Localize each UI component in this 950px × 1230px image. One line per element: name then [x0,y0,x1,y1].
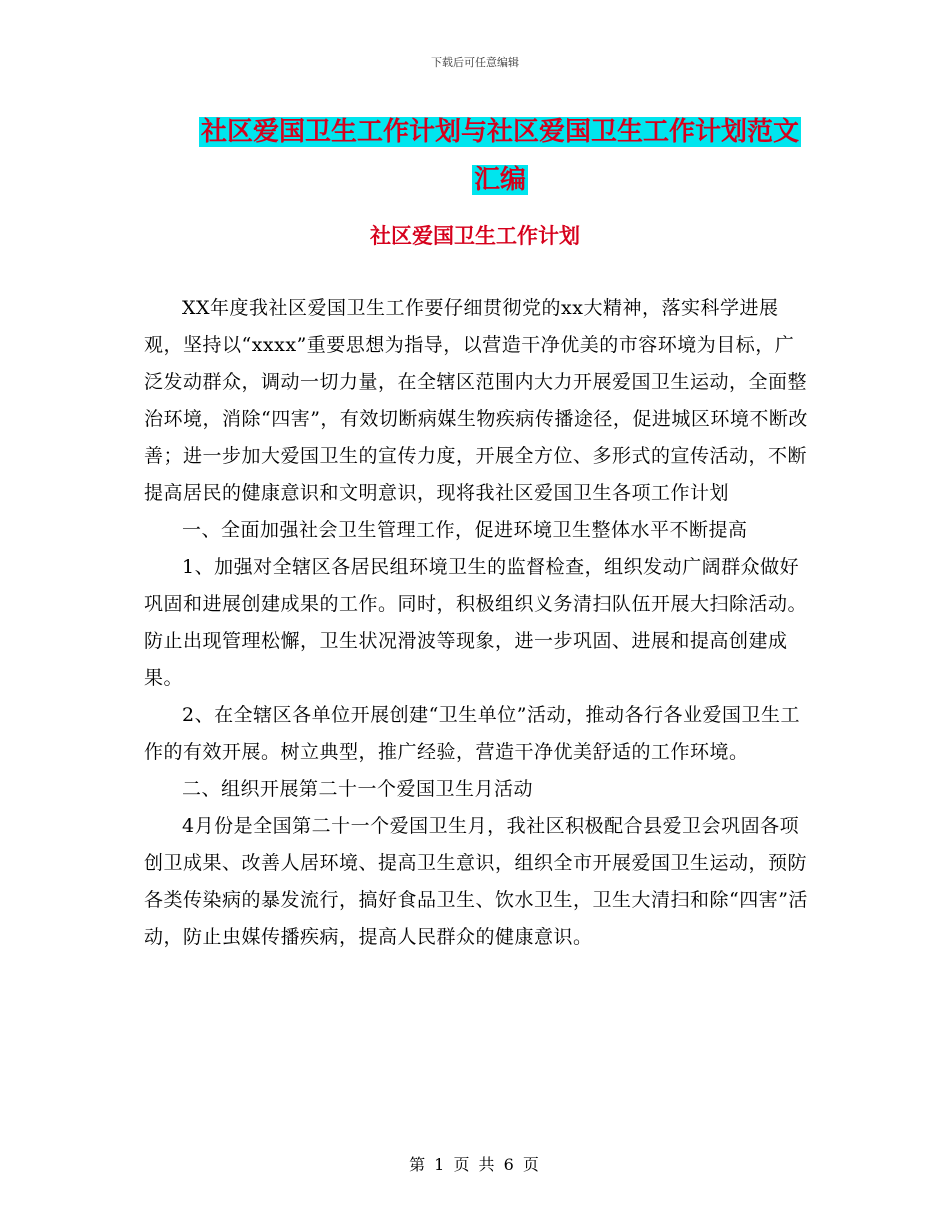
paragraph: 2、在全辖区各单位开展创建“卫生单位”活动，推动各行各业爱国卫生工作的有效开展。树立典型，推广经验，营造干净优美舒适的工作环境。 [144,704,801,763]
paragraph: 一、全面加强社会卫生管理工作，促进环境卫生整体水平不断提高 [182,519,748,541]
paragraph: XX年度我社区爱国卫生工作要仔细贯彻党的xx大精神，落实科学进展观，坚持以“xxxx”重要思想为指导，以营造干净优美的市容环境为目标，广泛发动群众，调动一切力量，在全辖区范围内大力开展爱国卫生运动，全面整治环境，消除“四害”，有效切断病媒生物疾病传播途径，促进城区环境不断改善；进一步加大爱国卫生的宣传力度，开展全方位、多形式的宣传活动，不断提高居民的健康意识和文明意识，现将我社区爱国卫生各项工作计划 [144,297,808,504]
header-note: 下载后可任意编辑 [431,56,519,69]
document-body [144,290,808,956]
title-line-1: 社区爱国卫生工作计划与社区爱国卫生工作计划范文 [200,117,799,147]
page-footer: 第 1 页 共 6 页 [409,1155,541,1174]
paragraph: 1、加强对全辖区各居民组环境卫生的监督检查，组织发动广阔群众做好巩固和进展创建成果的工作。同时，积极组织义务清扫队伍开展大扫除活动。防止出现管理松懈，卫生状况滑波等现象，进一步巩固、进展和提高创建成果。 [144,556,808,689]
section-title: 社区爱国卫生工作计划 [370,224,580,248]
title-line-2: 汇编 [473,165,526,195]
document-title [150,108,850,204]
paragraph: 4月份是全国第二十一个爱国卫生月，我社区积极配合县爱卫会巩固各项创卫成果、改善人居环境、提高卫生意识，组织全市开展爱国卫生运动，预防各类传染病的暴发流行，搞好食品卫生、饮水卫生，卫生大清扫和除“四害”活动，防止虫媒传播疾病，提高人民群众的健康意识。 [144,815,808,948]
paragraph: 二、组织开展第二十一个爱国卫生月活动 [182,778,534,800]
